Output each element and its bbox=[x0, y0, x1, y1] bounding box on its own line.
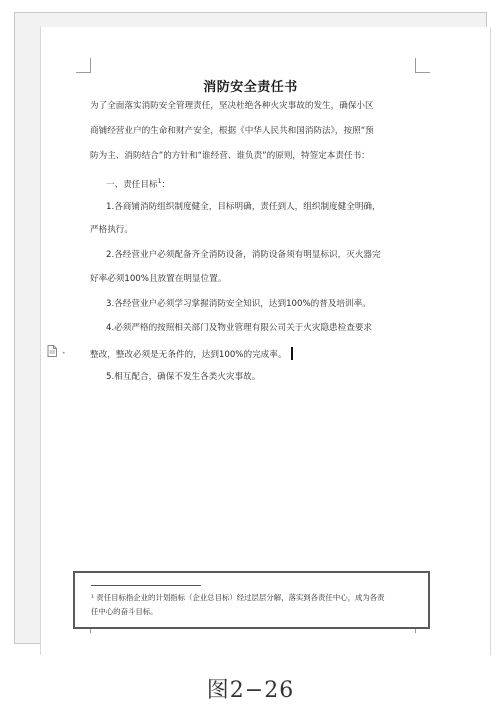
body-line[interactable]: 1.各商铺消防组织制度健全，目标明确，责任到人，组织制度健全明确， bbox=[106, 202, 381, 212]
footnote-separator bbox=[91, 585, 201, 586]
document-page bbox=[40, 27, 491, 655]
section-heading-text: 一、责任目标 bbox=[106, 179, 158, 190]
footnote-area bbox=[73, 571, 430, 629]
body-line[interactable]: 严格执行。 bbox=[90, 225, 133, 235]
body-line[interactable] bbox=[90, 347, 293, 361]
margin-dot-icon: • bbox=[62, 350, 66, 357]
body-line[interactable]: 防为主、消防结合”的方针和“谁经营、谁负责”的原则，特签定本责任书： bbox=[90, 151, 370, 161]
footnote-text[interactable]: 任中心的奋斗目标。 bbox=[91, 607, 158, 616]
body-line[interactable]: 为了全面落实消防安全管理责任，坚决杜绝各种火灾事故的发生，确保小区 bbox=[90, 101, 374, 111]
paragraph-marker-icon[interactable] bbox=[47, 345, 57, 357]
footnote-reference[interactable]: 1 bbox=[157, 178, 162, 185]
figure-caption: 图2−26 bbox=[206, 678, 295, 703]
document-title[interactable]: 消防安全责任书 bbox=[203, 80, 298, 95]
section-heading-colon: ： bbox=[161, 179, 171, 190]
section-heading[interactable] bbox=[106, 176, 170, 191]
body-line[interactable]: 好率必须100%且放置在明显位置。 bbox=[90, 274, 227, 284]
body-line-text: 整改，整改必须是无条件的，达到100%的完成率。 bbox=[90, 350, 287, 360]
body-line[interactable]: 2.各经营业户必须配备齐全消防设备，消防设备须有明显标识，灭火器完 bbox=[106, 250, 381, 260]
body-line[interactable]: 5.相互配合，确保不发生各类火灾事故。 bbox=[106, 372, 261, 382]
body-line[interactable]: 3.各经营业户必须学习掌握消防安全知识，达到100%的普及培训率。 bbox=[106, 299, 371, 309]
text-cursor bbox=[291, 347, 293, 360]
footnote-text[interactable]: ¹ 责任目标指企业的计划指标（企业总目标）经过层层分解，落实到各责任中心，成为各责 bbox=[91, 593, 385, 602]
top-left-margin-mark bbox=[76, 58, 91, 73]
body-line[interactable]: 4.必须严格的按照相关部门及物业管理有限公司关于火灾隐患检查要求 bbox=[106, 323, 373, 333]
body-line[interactable]: 商铺经营业户的生命和财产安全，根据《中华人民共和国消防法》，按照“预 bbox=[90, 126, 374, 136]
top-right-margin-mark bbox=[415, 58, 430, 73]
